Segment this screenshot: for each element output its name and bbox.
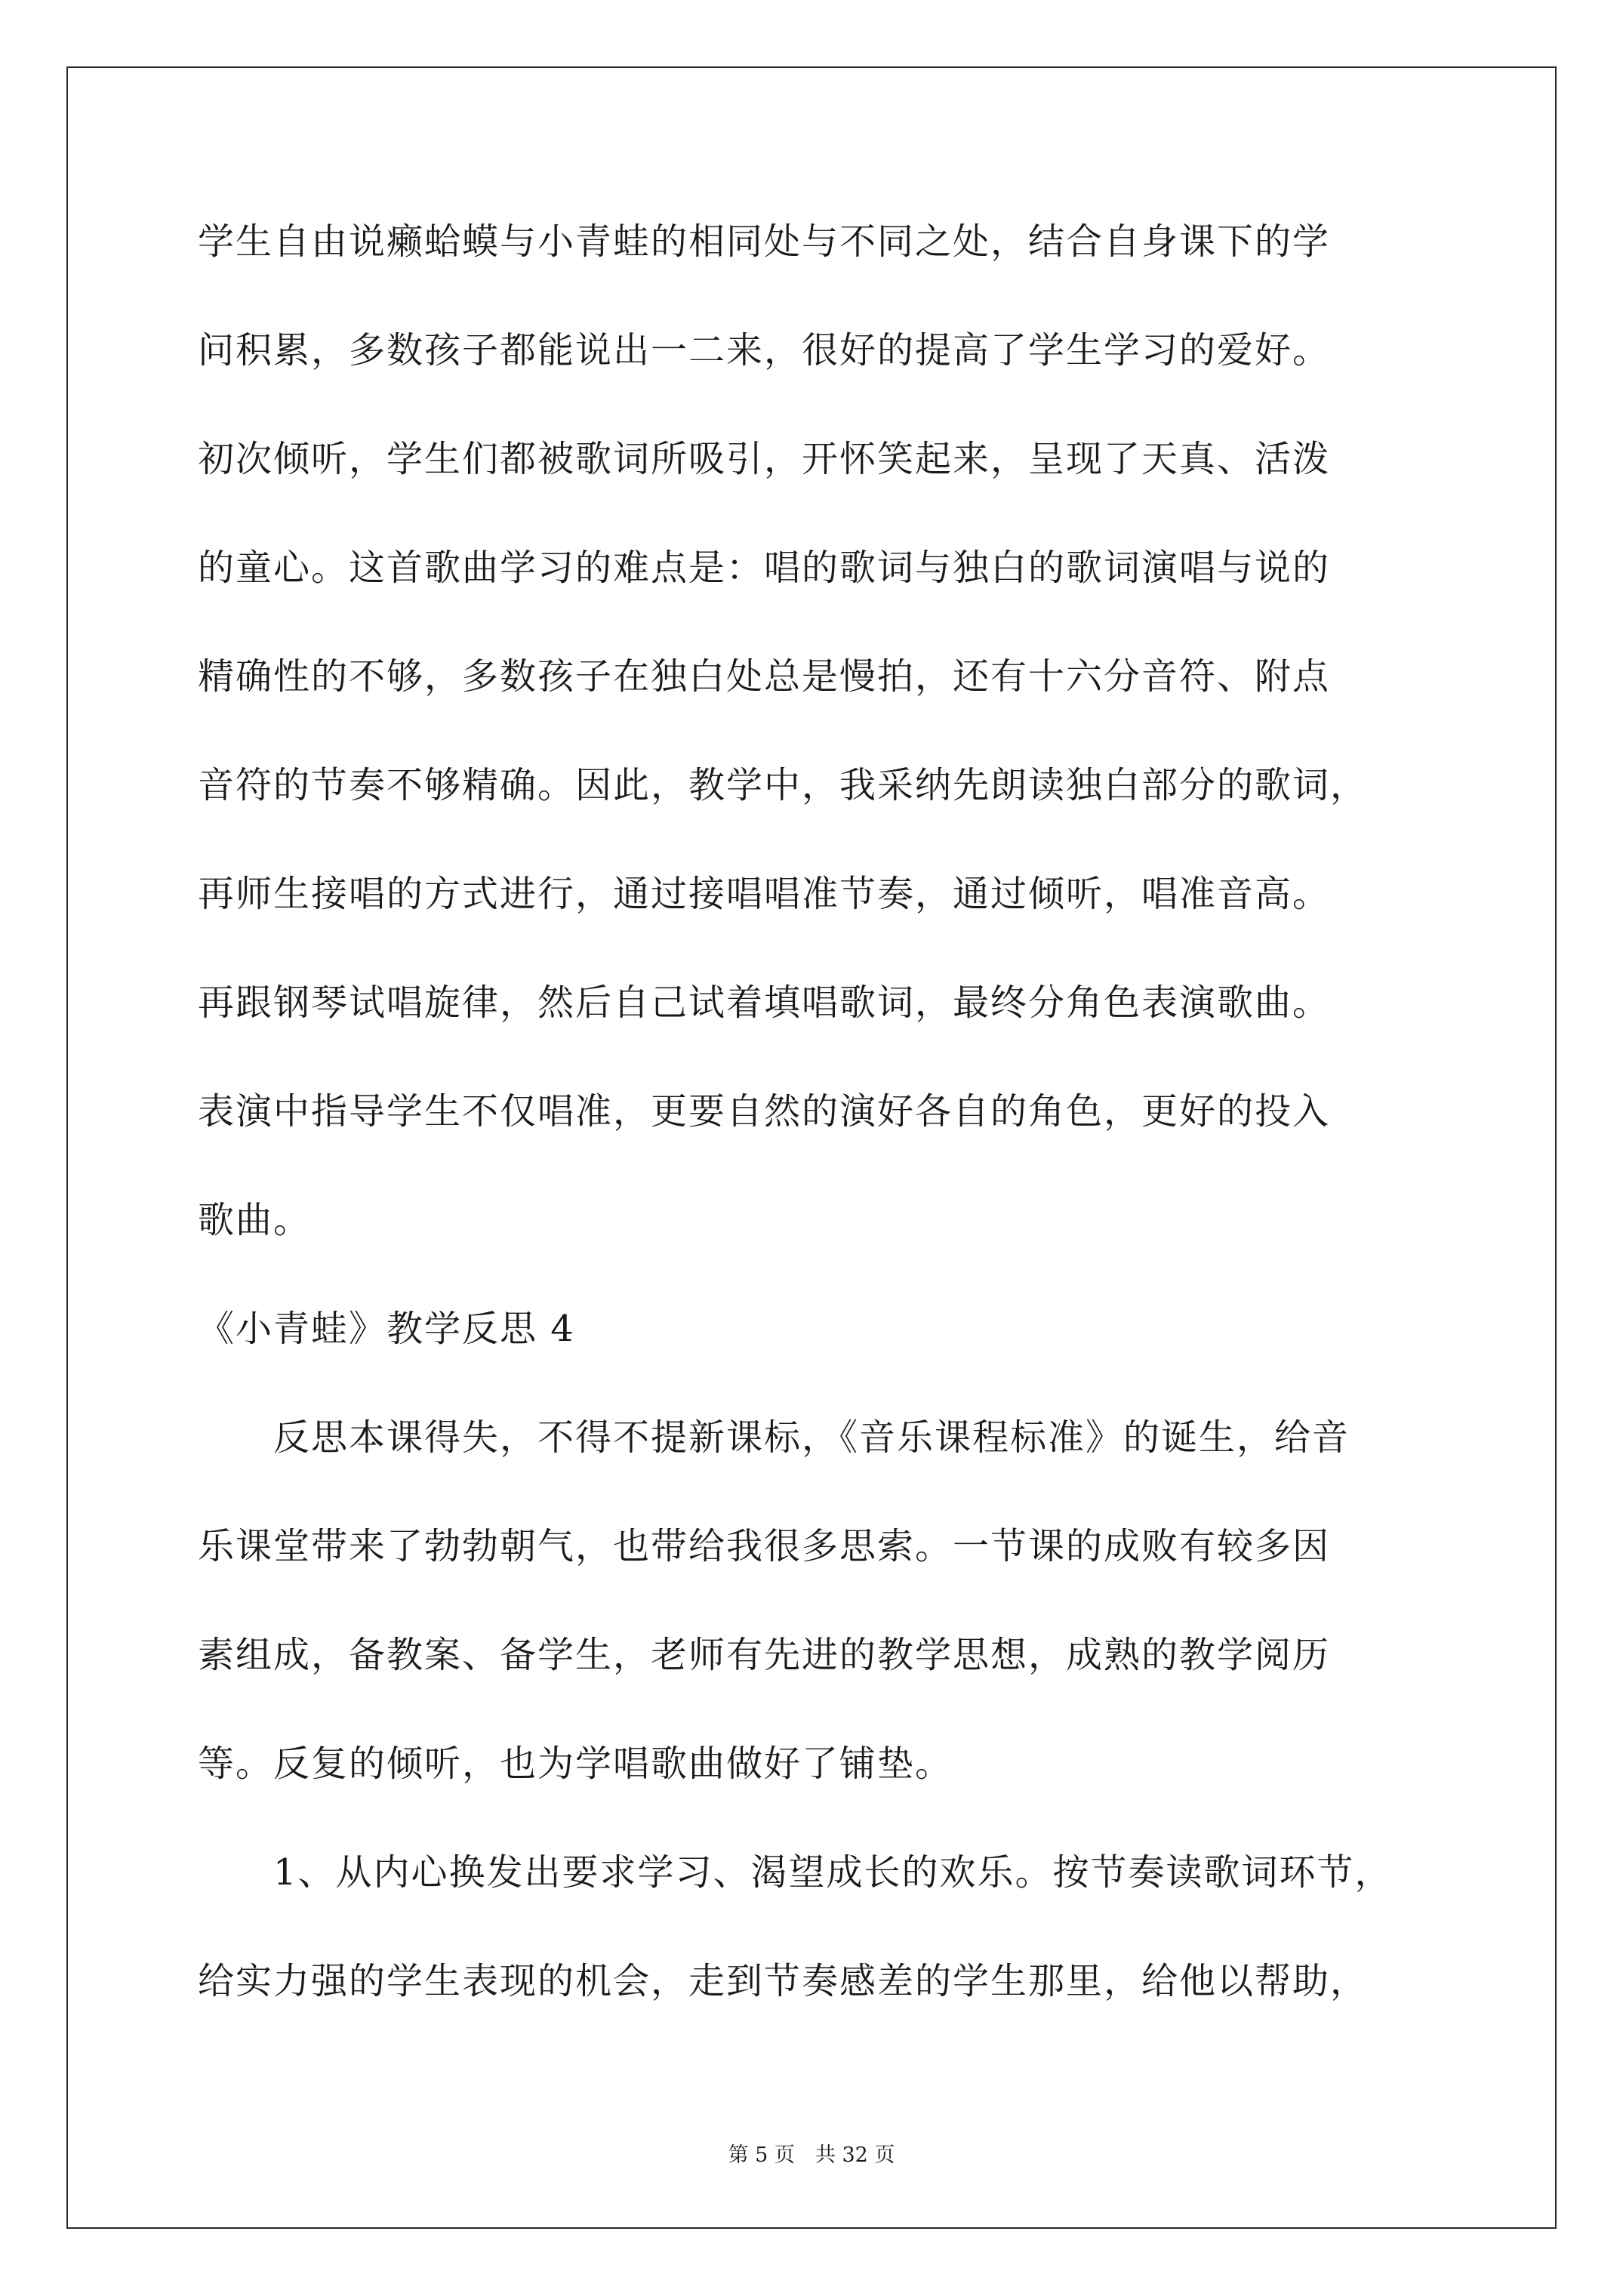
section-heading: 《小青蛙》教学反思 4: [198, 1308, 575, 1350]
page-number: 第 5 页 共 32 页: [728, 2143, 895, 2167]
text-line: 素组成，备教案、备学生，老师有先进的教学思想，成熟的教学阅历: [198, 1634, 1331, 1676]
text-line: 精确性的不够，多数孩子在独白处总是慢拍，还有十六分音符、附点: [198, 655, 1331, 698]
text-line: 初次倾听，学生们都被歌词所吸引，开怀笑起来，呈现了天真、活泼: [198, 438, 1331, 480]
text-line: 等。反复的倾听，也为学唱歌曲做好了铺垫。: [198, 1743, 953, 1785]
text-line: 音符的节奏不够精确。因此，教学中，我采纳先朗读独白部分的歌词，: [198, 764, 1369, 806]
text-line: 再跟钢琴试唱旋律，然后自己试着填唱歌词，最终分角色表演歌曲。: [198, 982, 1331, 1024]
text-line: 表演中指导学生不仅唱准，更要自然的演好各自的角色，更好的投入: [198, 1090, 1331, 1133]
text-line: 再师生接唱的方式进行，通过接唱唱准节奏，通过倾听，唱准音高。: [198, 873, 1331, 915]
text-line: 1、从内心换发出要求学习、渴望成长的欢乐。按节奏读歌词环节，: [198, 1851, 1393, 1894]
text-line: 乐课堂带来了勃勃朝气，也带给我很多思索。一节课的成败有较多因: [198, 1525, 1331, 1567]
text-line: 的童心。这首歌曲学习的难点是：唱的歌词与独白的歌词演唱与说的: [198, 547, 1331, 589]
text-line: 给实力强的学生表现的机会，走到节奏感差的学生那里，给他以帮助，: [198, 1960, 1369, 2002]
text-line: 问积累，多数孩子都能说出一二来，很好的提高了学生学习的爱好。: [198, 329, 1331, 371]
text-line: 歌曲。: [198, 1199, 312, 1241]
text-line: 学生自由说癞蛤蟆与小青蛙的相同处与不同之处，结合自身课下的学: [198, 220, 1331, 263]
text-line: 反思本课得失，不得不提新课标，《音乐课程标准》的诞生，给音: [198, 1416, 1350, 1459]
page-border: [66, 66, 1557, 2229]
